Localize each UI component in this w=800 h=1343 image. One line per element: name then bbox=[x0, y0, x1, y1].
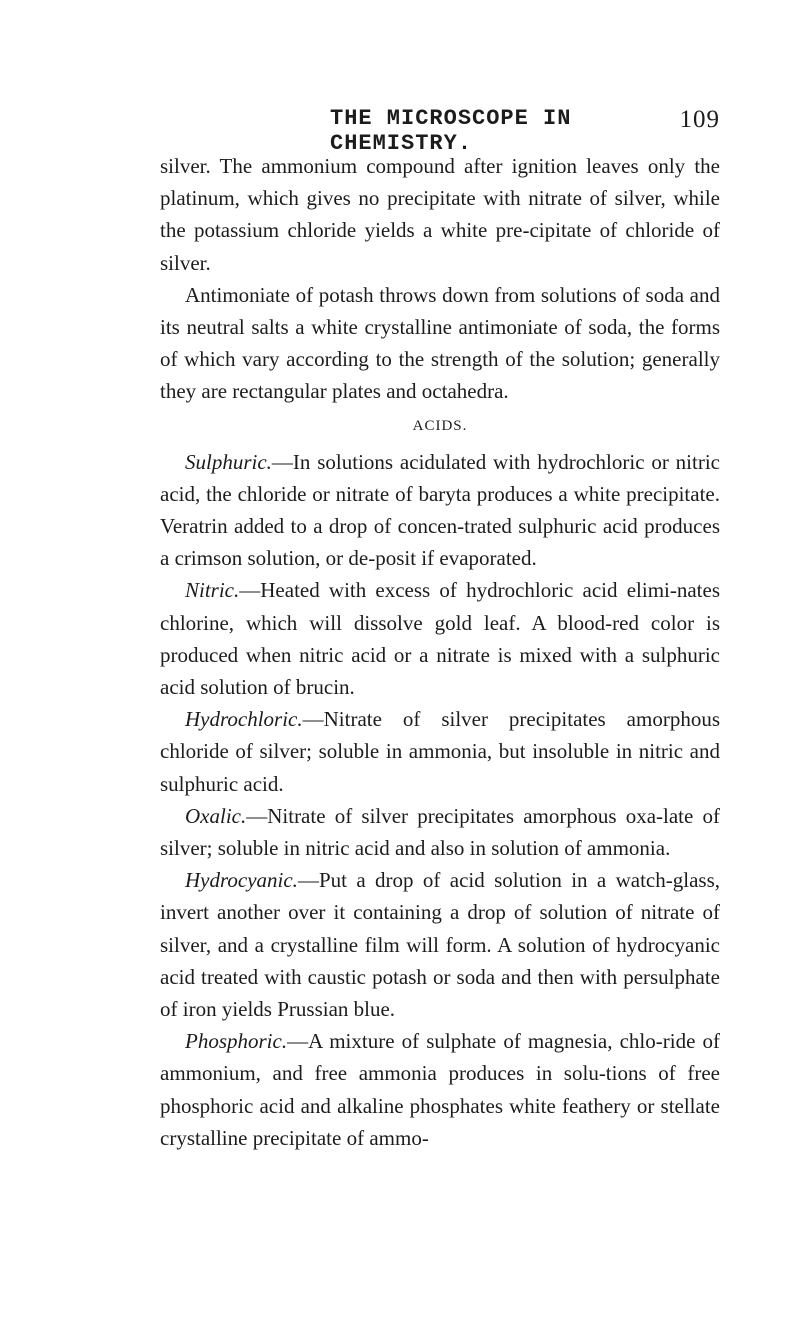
entry-hydrocyanic bbox=[160, 864, 720, 1025]
entry-nitric bbox=[160, 574, 720, 703]
entry-text: —Put a drop of acid solution in a watch-glass, invert another over it containing a drop of solution of nitrate of silver, and a crystalline film will form. A solution of hydrocyanic acid treated with caustic potash or soda and then with persulphate of iron yields Prussian blue. bbox=[160, 868, 720, 1022]
entry-term: Nitric. bbox=[185, 578, 240, 603]
entry-hydrochloric bbox=[160, 703, 720, 800]
entry-text: —Nitrate of silver precipitates amorphous chloride of silver; soluble in ammonia, but insoluble in nitric and sulphuric acid. bbox=[160, 707, 720, 796]
entry-text: —Nitrate of silver precipitates amorphous oxa-late of silver; soluble in nitric acid and also in solution of ammonia. bbox=[160, 803, 720, 861]
entry-term: Sulphuric. bbox=[185, 449, 272, 474]
entry-term: Phosphoric. bbox=[185, 1029, 288, 1054]
entry-text: —In solutions acidulated with hydrochloric or nitric acid, the chloride or nitrate of baryta produces a white precipitate. Veratrin added to a drop of concen-trated sulphuric acid produces a crimson solution, or de-posit if evaporated. bbox=[160, 449, 720, 571]
entry-phosphoric bbox=[160, 1025, 720, 1154]
body-text bbox=[160, 150, 720, 1154]
entry-term: Hydrochloric. bbox=[185, 707, 303, 732]
paragraph: Antimoniate of potash throws down from solutions of soda and its neutral salts a white crystalline antimoniate of soda, the forms of which vary according to the strength of the solution; generally they are rectangular plates and octahedra. bbox=[160, 282, 720, 404]
paragraph: silver. The ammonium compound after ignition leaves only the platinum, which gives no precipitate with nitrate of silver, while the potassium chloride yields a white pre-cipitate of chloride of silver. bbox=[160, 154, 720, 275]
entry-oxalic bbox=[160, 800, 720, 864]
page-number: 109 bbox=[679, 106, 720, 133]
entry-text: —A mixture of sulphate of magnesia, chlo-ride of ammonium, and free ammonia produces in solu-tions of free phosphoric acid and alkaline phosphates white feathery or stellate crystalline precipitate of ammo- bbox=[160, 1029, 720, 1150]
section-heading: ACIDS. bbox=[412, 417, 468, 434]
entry-sulphuric bbox=[160, 446, 720, 575]
entry-term: Hydrocyanic. bbox=[185, 868, 298, 893]
entry-term: Oxalic. bbox=[185, 803, 247, 828]
running-title: THE MICROSCOPE IN CHEMISTRY. bbox=[330, 106, 572, 156]
entry-text: —Heated with excess of hydrochloric acid elimi-nates chlorine, which will dissolve gold leaf. A blood-red color is produced when nitric acid or a nitrate is mixed with a sulphuric acid solution of brucin. bbox=[160, 578, 720, 700]
running-head bbox=[160, 106, 720, 156]
